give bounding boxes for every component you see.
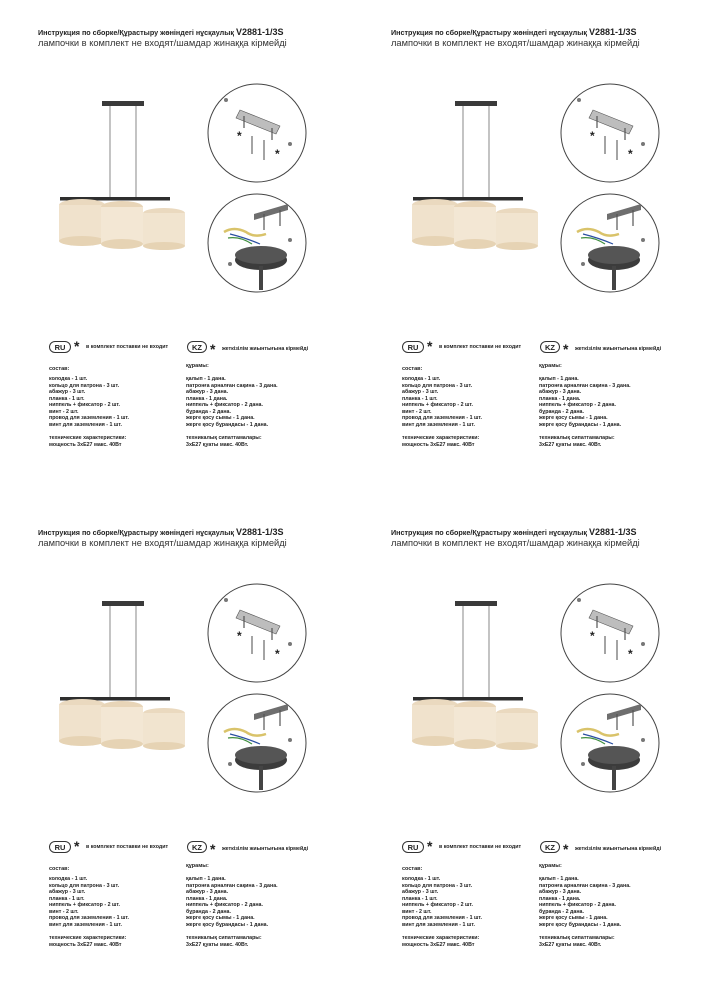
kz-contents-item: бұранда - 2 дана. xyxy=(539,408,584,415)
kz-contents-item: планка - 1 дана. xyxy=(186,895,228,902)
ru-specs-title: технические характеристики: xyxy=(402,935,480,941)
ru-language-badge: RU xyxy=(402,341,424,353)
ru-contents-item: провод для заземления - 1 шт. xyxy=(49,415,130,421)
pendant-lamp-illustration xyxy=(405,95,545,265)
pendant-lamp-illustration xyxy=(52,595,192,765)
ru-contents-list xyxy=(49,376,129,428)
ru-contents-item: абажур - 3 шт. xyxy=(402,889,439,895)
ru-specs-title: технические характеристики: xyxy=(49,935,127,941)
ru-specs-value: мощность 3xE27 макс. 40Вт xyxy=(49,941,122,948)
ru-contents-item: винт для заземления - 1 шт. xyxy=(49,921,122,928)
kz-contents-item: жерге қосу сымы - 1 дана. xyxy=(539,415,608,421)
kz-contents-item: жерге қосу сымы - 1 дана. xyxy=(539,915,608,921)
instruction-panel-4 xyxy=(353,500,706,1000)
ru-contents-list xyxy=(402,376,482,428)
kz-contents-item: планка - 1 дана. xyxy=(186,395,228,402)
ru-specifications xyxy=(402,935,479,948)
ru-contents-title: состав: xyxy=(49,866,70,872)
kz-contents-item: абажур - 3 дана. xyxy=(539,389,582,395)
ru-contents-item: ниппель + фиксатор - 2 шт. xyxy=(402,902,474,908)
ru-contents-item: винт - 2 шт. xyxy=(49,908,79,915)
ru-contents-item: планка - 1 шт. xyxy=(402,395,438,402)
kz-not-included-note: жеткізілім жиынтығына кірмейді xyxy=(575,346,662,352)
asterisk-icon: * xyxy=(210,841,216,857)
kz-contents-item: патронға арналған сақина - 3 дана. xyxy=(539,882,631,889)
svg-text:*: * xyxy=(628,147,633,161)
ru-contents-item: провод для заземления - 1 шт. xyxy=(402,915,483,921)
ru-contents-item: колодка - 1 шт. xyxy=(402,376,441,382)
ru-language-badge: RU xyxy=(49,841,71,853)
asterisk-icon: * xyxy=(427,838,433,854)
instruction-title: Инструкция по сборке/Құрастыру жөніндегі нұсқаулық V2881-1/3S xyxy=(38,527,284,537)
instruction-panel-3 xyxy=(0,500,353,1000)
ru-contents-item: винт для заземления - 1 шт. xyxy=(402,921,475,928)
svg-text:*: * xyxy=(590,629,595,643)
svg-text:*: * xyxy=(628,647,633,661)
kz-contents-item: ниппель + фиксатор - 2 дана. xyxy=(539,402,616,408)
ru-contents-item: кольцо для патрона - 3 шт. xyxy=(49,882,120,889)
kz-contents-item: планка - 1 дана. xyxy=(539,895,581,902)
asterisk-icon: * xyxy=(74,838,80,854)
ru-language-badge: RU xyxy=(402,841,424,853)
svg-text:*: * xyxy=(275,647,280,661)
instruction-subtitle: лампочки в комплект не входят/шамдар жинаққа кірмейді xyxy=(38,38,287,48)
ru-contents-title: состав: xyxy=(402,366,423,372)
ru-not-included-note: в комплект поставки не входит xyxy=(86,844,169,850)
ru-contents-item: колодка - 1 шт. xyxy=(49,876,88,882)
kz-contents-item: жерге қосу бұрандасы - 1 дана. xyxy=(186,421,269,428)
ru-contents-item: кольцо для патрона - 3 шт. xyxy=(402,882,473,889)
ru-specifications xyxy=(49,935,126,948)
instruction-panel-2 xyxy=(353,0,706,500)
ru-contents-item: планка - 1 шт. xyxy=(402,895,438,902)
model-number: V2881-1/3S xyxy=(235,27,284,37)
ru-specs-value: мощность 3xE27 макс. 40Вт xyxy=(49,441,122,448)
model-number: V2881-1/3S xyxy=(235,527,284,537)
kz-contents-list xyxy=(186,376,278,428)
kz-specs-title: техникалық сипаттамалары: xyxy=(186,435,262,441)
pendant-lamp-illustration xyxy=(52,95,192,265)
kz-specs-value: 3xE27 қуаты макс. 40Вт. xyxy=(539,441,602,448)
kz-contents-item: жерге қосу сымы - 1 дана. xyxy=(186,915,255,921)
ru-contents-item: ниппель + фиксатор - 2 шт. xyxy=(49,902,121,908)
ru-not-included-note: в комплект поставки не входит xyxy=(439,344,522,350)
ru-contents-item: провод для заземления - 1 шт. xyxy=(402,415,483,421)
kz-contents-item: патронға арналған сақина - 3 дана. xyxy=(186,882,278,889)
ru-contents-item: колодка - 1 шт. xyxy=(402,876,441,882)
ru-specifications xyxy=(49,435,126,448)
kz-contents-title: құрамы: xyxy=(186,363,209,369)
svg-text:*: * xyxy=(237,129,242,143)
kz-contents-list xyxy=(539,376,631,428)
ru-contents-item: кольцо для патрона - 3 шт. xyxy=(402,382,473,389)
ru-contents-list xyxy=(49,876,129,928)
ru-not-included-note: в комплект поставки не входит xyxy=(439,844,522,850)
pendant-lamp-illustration xyxy=(405,595,545,765)
ru-contents-title: состав: xyxy=(402,866,423,872)
kz-contents-item: бұранда - 2 дана. xyxy=(186,908,231,915)
ru-contents-item: провод для заземления - 1 шт. xyxy=(49,915,130,921)
instruction-subtitle: лампочки в комплект не входят/шамдар жинаққа кірмейді xyxy=(391,38,640,48)
ru-contents-title: состав: xyxy=(49,366,70,372)
ru-specs-title: технические характеристики: xyxy=(49,435,127,441)
canopy-wiring-diagram xyxy=(206,192,308,294)
kz-contents-item: патронға арналған сақина - 3 дана. xyxy=(539,382,631,389)
kz-contents-item: жерге қосу бұрандасы - 1 дана. xyxy=(539,421,622,428)
kz-specifications xyxy=(539,435,615,448)
kz-specifications xyxy=(186,935,262,948)
kz-contents-item: қалып - 1 дана. xyxy=(539,376,579,382)
kz-contents-item: қалып - 1 дана. xyxy=(186,876,226,882)
kz-contents-item: ниппель + фиксатор - 2 дана. xyxy=(539,902,616,908)
ru-contents-item: винт - 2 шт. xyxy=(402,908,432,915)
instruction-title: Инструкция по сборке/Құрастыру жөніндегі нұсқаулық V2881-1/3S xyxy=(391,527,637,537)
ru-contents-item: колодка - 1 шт. xyxy=(49,376,88,382)
kz-contents-item: қалып - 1 дана. xyxy=(186,376,226,382)
mounting-bracket-diagram xyxy=(206,82,308,184)
instruction-title: Инструкция по сборке/Құрастыру жөніндегі нұсқаулық V2881-1/3S xyxy=(38,27,284,37)
ru-contents-list xyxy=(402,876,482,928)
kz-specs-value: 3xE27 қуаты макс. 40Вт. xyxy=(539,941,602,948)
svg-text:*: * xyxy=(275,147,280,161)
kz-contents-item: қалып - 1 дана. xyxy=(539,876,579,882)
kz-not-included-note: жеткізілім жиынтығына кірмейді xyxy=(222,846,309,852)
asterisk-icon: * xyxy=(427,338,433,354)
kz-contents-item: жерге қосу бұрандасы - 1 дана. xyxy=(539,921,622,928)
kz-language-badge: KZ xyxy=(540,841,560,853)
instruction-subtitle: лампочки в комплект не входят/шамдар жинаққа кірмейді xyxy=(38,538,287,548)
kz-contents-item: абажур - 3 дана. xyxy=(186,889,229,895)
model-number: V2881-1/3S xyxy=(588,527,637,537)
ru-contents-item: ниппель + фиксатор - 2 шт. xyxy=(402,402,474,408)
asterisk-icon: * xyxy=(563,841,569,857)
canopy-wiring-diagram xyxy=(206,692,308,794)
kz-language-badge: KZ xyxy=(187,341,207,353)
kz-contents-title: құрамы: xyxy=(186,863,209,869)
ru-specs-value: мощность 3xE27 макс. 40Вт xyxy=(402,441,475,448)
kz-contents-item: планка - 1 дана. xyxy=(539,395,581,402)
kz-language-badge: KZ xyxy=(187,841,207,853)
kz-specs-value: 3xE27 қуаты макс. 40Вт. xyxy=(186,441,249,448)
kz-contents-list xyxy=(186,876,278,928)
ru-contents-item: ниппель + фиксатор - 2 шт. xyxy=(49,402,121,408)
canopy-wiring-diagram xyxy=(559,692,661,794)
mounting-bracket-diagram xyxy=(559,82,661,184)
ru-contents-item: абажур - 3 шт. xyxy=(49,889,86,895)
mounting-bracket-diagram xyxy=(559,582,661,684)
kz-contents-item: ниппель + фиксатор - 2 дана. xyxy=(186,402,263,408)
ru-specs-title: технические характеристики: xyxy=(402,435,480,441)
kz-not-included-note: жеткізілім жиынтығына кірмейді xyxy=(575,846,662,852)
kz-specs-title: техникалық сипаттамалары: xyxy=(186,935,262,941)
ru-contents-item: абажур - 3 шт. xyxy=(49,389,86,395)
ru-contents-item: винт - 2 шт. xyxy=(402,408,432,415)
instruction-panel-1 xyxy=(0,0,353,500)
kz-specifications xyxy=(186,435,262,448)
ru-contents-item: кольцо для патрона - 3 шт. xyxy=(49,382,120,389)
kz-specs-value: 3xE27 қуаты макс. 40Вт. xyxy=(186,941,249,948)
ru-contents-item: винт для заземления - 1 шт. xyxy=(402,421,475,428)
kz-contents-item: бұранда - 2 дана. xyxy=(539,908,584,915)
kz-contents-title: құрамы: xyxy=(539,363,562,369)
kz-contents-item: абажур - 3 дана. xyxy=(186,389,229,395)
kz-language-badge: KZ xyxy=(540,341,560,353)
kz-contents-item: жерге қосу бұрандасы - 1 дана. xyxy=(186,921,269,928)
kz-specifications xyxy=(539,935,615,948)
ru-not-included-note: в комплект поставки не входит xyxy=(86,344,169,350)
ru-language-badge: RU xyxy=(49,341,71,353)
ru-contents-item: абажур - 3 шт. xyxy=(402,389,439,395)
svg-text:*: * xyxy=(237,629,242,643)
ru-contents-item: планка - 1 шт. xyxy=(49,895,85,902)
ru-contents-item: винт для заземления - 1 шт. xyxy=(49,421,122,428)
asterisk-icon: * xyxy=(563,341,569,357)
svg-text:*: * xyxy=(590,129,595,143)
ru-specifications xyxy=(402,435,479,448)
mounting-bracket-diagram xyxy=(206,582,308,684)
kz-specs-title: техникалық сипаттамалары: xyxy=(539,435,615,441)
kz-not-included-note: жеткізілім жиынтығына кірмейді xyxy=(222,346,309,352)
kz-contents-list xyxy=(539,876,631,928)
instruction-title: Инструкция по сборке/Құрастыру жөніндегі нұсқаулық V2881-1/3S xyxy=(391,27,637,37)
ru-contents-item: планка - 1 шт. xyxy=(49,395,85,402)
asterisk-icon: * xyxy=(210,341,216,357)
asterisk-icon: * xyxy=(74,338,80,354)
instruction-subtitle: лампочки в комплект не входят/шамдар жинаққа кірмейді xyxy=(391,538,640,548)
kz-specs-title: техникалық сипаттамалары: xyxy=(539,935,615,941)
kz-contents-title: құрамы: xyxy=(539,863,562,869)
canopy-wiring-diagram xyxy=(559,192,661,294)
kz-contents-item: патронға арналған сақина - 3 дана. xyxy=(186,382,278,389)
kz-contents-item: абажур - 3 дана. xyxy=(539,889,582,895)
ru-contents-item: винт - 2 шт. xyxy=(49,408,79,415)
kz-contents-item: жерге қосу сымы - 1 дана. xyxy=(186,415,255,421)
ru-specs-value: мощность 3xE27 макс. 40Вт xyxy=(402,941,475,948)
kz-contents-item: ниппель + фиксатор - 2 дана. xyxy=(186,902,263,908)
model-number: V2881-1/3S xyxy=(588,27,637,37)
kz-contents-item: бұранда - 2 дана. xyxy=(186,408,231,415)
